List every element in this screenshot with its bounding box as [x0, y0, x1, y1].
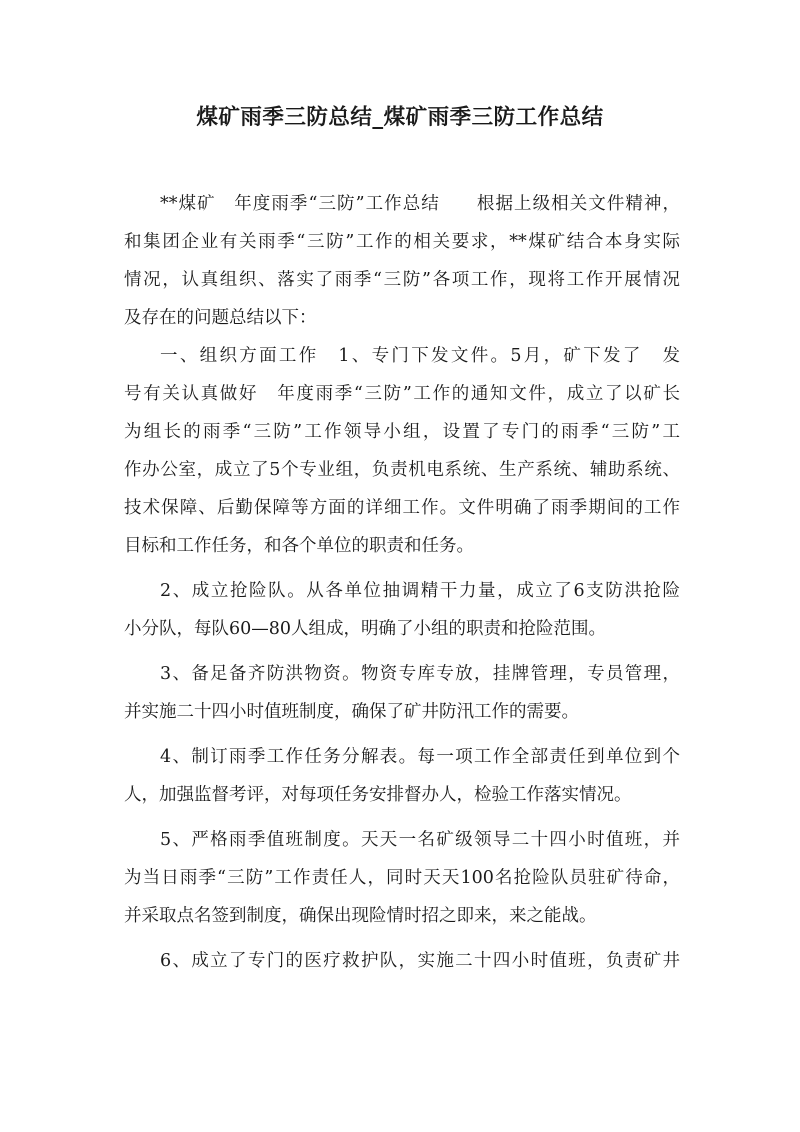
text-line: 并实施二十四小时值班制度，确保了矿井防汛工作的需要。	[124, 702, 579, 722]
paragraph-4	[124, 655, 680, 731]
text-line: 2、成立抢险队。从各单位抽调精干力量，成立了6支防洪抢险	[160, 581, 680, 601]
paragraph-5	[124, 738, 680, 814]
text-line: 和集团企业有关雨季“三防”工作的相关要求，**煤矿结合本身实际	[124, 232, 680, 252]
paragraph-6	[124, 821, 680, 935]
paragraph-7	[124, 942, 680, 980]
document-body	[124, 185, 680, 980]
text-line: 号有关认真做好 年度雨季“三防”工作的通知文件，成立了以矿长	[124, 384, 680, 404]
text-line: 目标和工作任务，和各个单位的职责和任务。	[124, 536, 474, 556]
paragraph-1	[124, 185, 680, 337]
text-line: 6、成立了专门的医疗救护队，实施二十四小时值班，负责矿井	[160, 951, 680, 971]
text-line: 情况，认真组织、落实了雨季“三防”各项工作，现将工作开展情况	[124, 270, 680, 290]
document-title: 煤矿雨季三防总结_煤矿雨季三防工作总结	[196, 105, 604, 130]
text-line: 并采取点名签到制度，确保出现险情时招之即来，来之能战。	[124, 906, 597, 926]
paragraph-2	[124, 337, 680, 565]
text-line: 作办公室，成立了5个专业组，负责机电系统、生产系统、辅助系统、	[124, 460, 680, 480]
text-line: 为当日雨季“三防”工作责任人，同时天天100名抢险队员驻矿待命，	[124, 868, 680, 888]
text-line: 4、制订雨季工作任务分解表。每一项工作全部责任到单位到个	[160, 747, 680, 767]
paragraph-3	[124, 572, 680, 648]
text-line: 为组长的雨季“三防”工作领导小组，设置了专门的雨季“三防”工	[124, 422, 680, 442]
text-line: 及存在的问题总结以下：	[124, 308, 317, 328]
text-line: 一、组织方面工作 1、专门下发文件。5月，矿下发了 发	[160, 346, 680, 366]
text-line: 小分队，每队60—80人组成，明确了小组的职责和抢险范围。	[124, 619, 607, 639]
text-line: 人，加强监督考评，对每项任务安排督办人，检验工作落实情况。	[124, 785, 632, 805]
text-line: 技术保障、后勤保障等方面的详细工作。文件明确了雨季期间的工作	[124, 498, 680, 518]
text-line: 5、严格雨季值班制度。天天一名矿级领导二十四小时值班，并	[160, 830, 680, 850]
text-line: 3、备足备齐防洪物资。物资专库专放，挂牌管理，专员管理，	[160, 664, 680, 684]
text-line: **煤矿 年度雨季“三防”工作总结 根据上级相关文件精神，	[160, 194, 680, 214]
